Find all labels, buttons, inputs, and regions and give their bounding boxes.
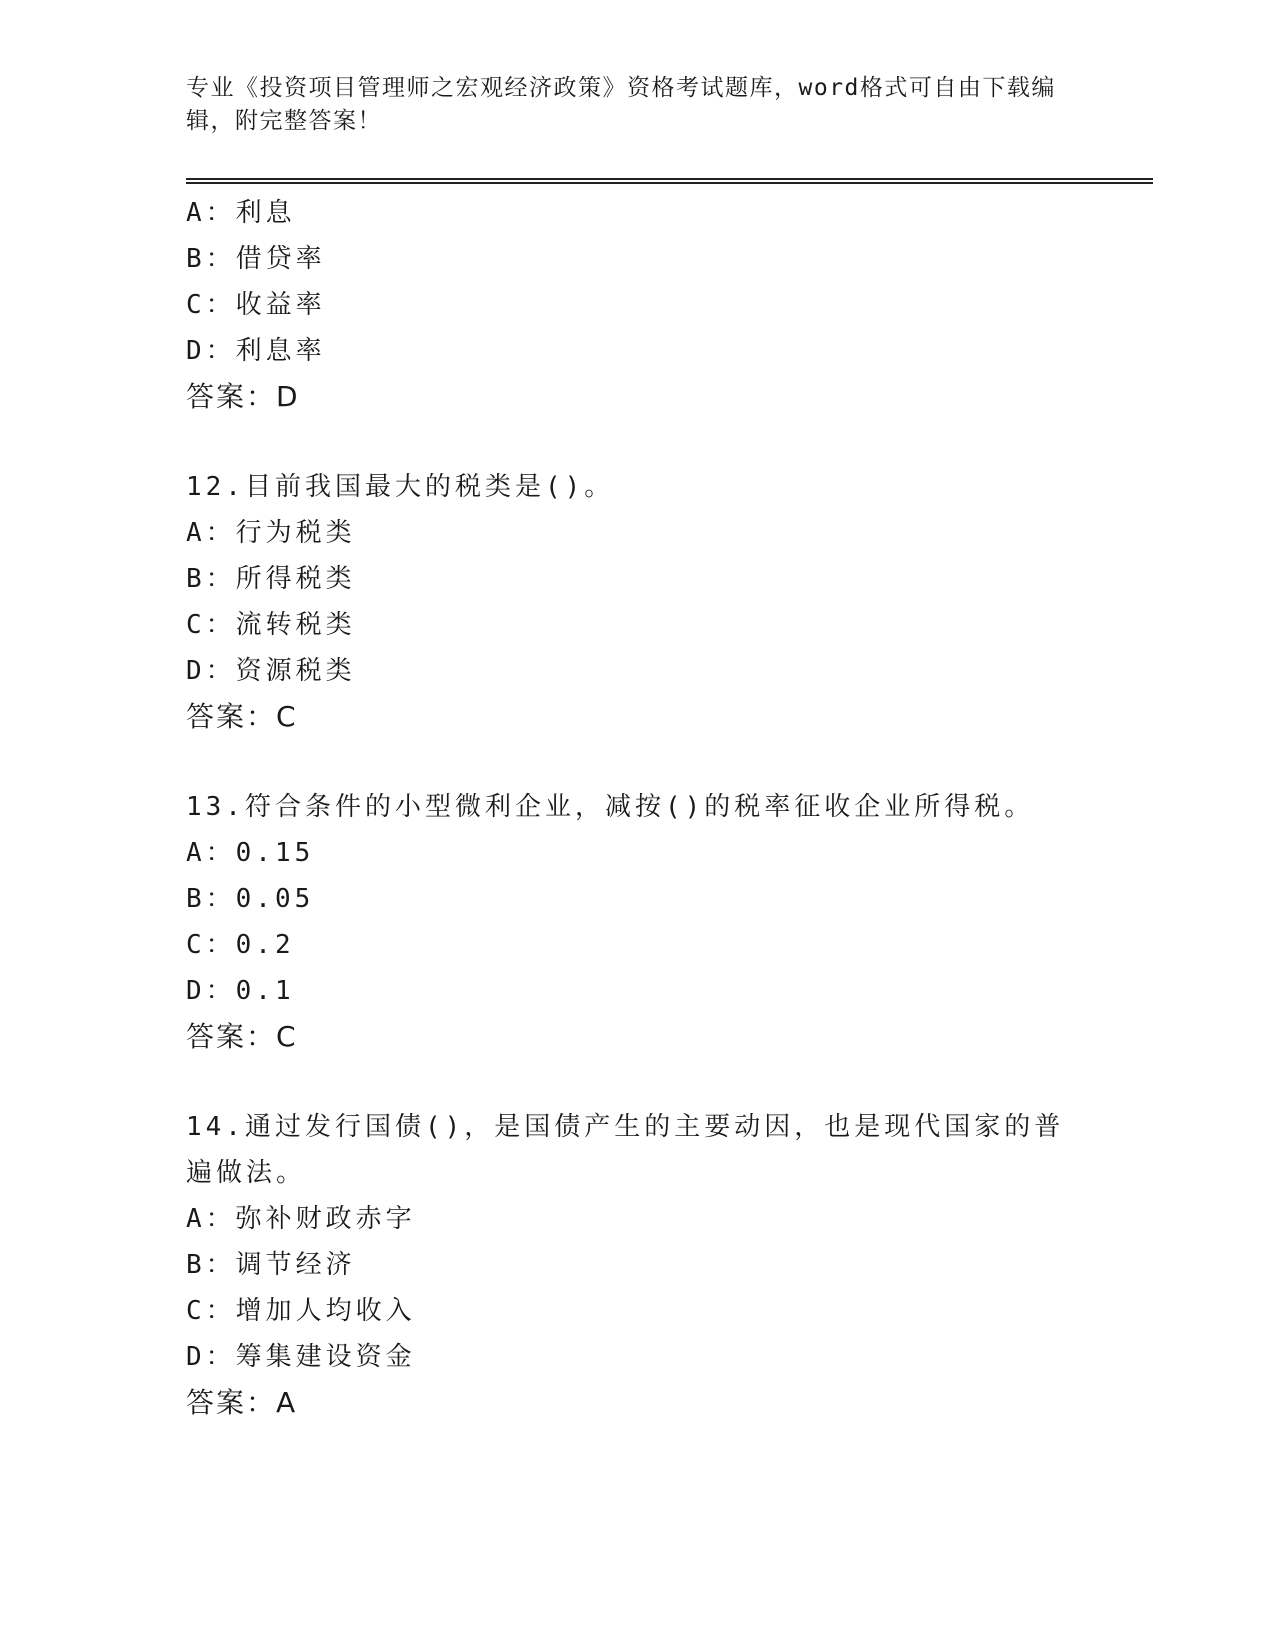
option-c: C：增加人均收入 <box>186 1296 416 1326</box>
option-b: B：所得税类 <box>186 564 356 594</box>
document-header: 专业《投资项目管理师之宏观经济政策》资格考试题库，word格式可自由下载编辑，附完整答案！ <box>186 75 1056 134</box>
answer-line: 答案：D <box>186 380 300 413</box>
option-c: C：收益率 <box>186 290 326 320</box>
question-text: 12.目前我国最大的税类是()。 <box>186 472 615 502</box>
header-rule-bottom <box>186 182 1153 184</box>
question-text: 14.通过发行国债()，是国债产生的主要动因，也是现代国家的普遍做法。 <box>186 1112 1065 1188</box>
question-block-13 <box>186 784 1086 1060</box>
option-d: D：资源税类 <box>186 656 356 686</box>
question-block-14 <box>186 1104 1086 1426</box>
question-block-11 <box>186 190 1086 420</box>
option-b: B：调节经济 <box>186 1250 356 1280</box>
option-d: D：筹集建设资金 <box>186 1342 416 1372</box>
option-a: A：行为税类 <box>186 518 356 548</box>
question-list <box>186 190 1086 1470</box>
option-a: A：弥补财政赤字 <box>186 1204 416 1234</box>
header-rule-top <box>186 178 1153 180</box>
option-c: C：流转税类 <box>186 610 356 640</box>
option-c: C：0.2 <box>186 930 295 960</box>
question-block-12 <box>186 464 1086 740</box>
option-d: D：利息率 <box>186 336 326 366</box>
option-b: B：0.05 <box>186 884 315 914</box>
option-b: B：借贷率 <box>186 244 326 274</box>
option-d: D：0.1 <box>186 976 295 1006</box>
answer-line: 答案：A <box>186 1386 298 1419</box>
answer-line: 答案：C <box>186 700 298 733</box>
answer-line: 答案：C <box>186 1020 298 1053</box>
option-a: A：利息 <box>186 198 296 228</box>
option-a: A：0.15 <box>186 838 315 868</box>
question-text: 13.符合条件的小型微利企业，减按()的税率征收企业所得税。 <box>186 792 1035 822</box>
